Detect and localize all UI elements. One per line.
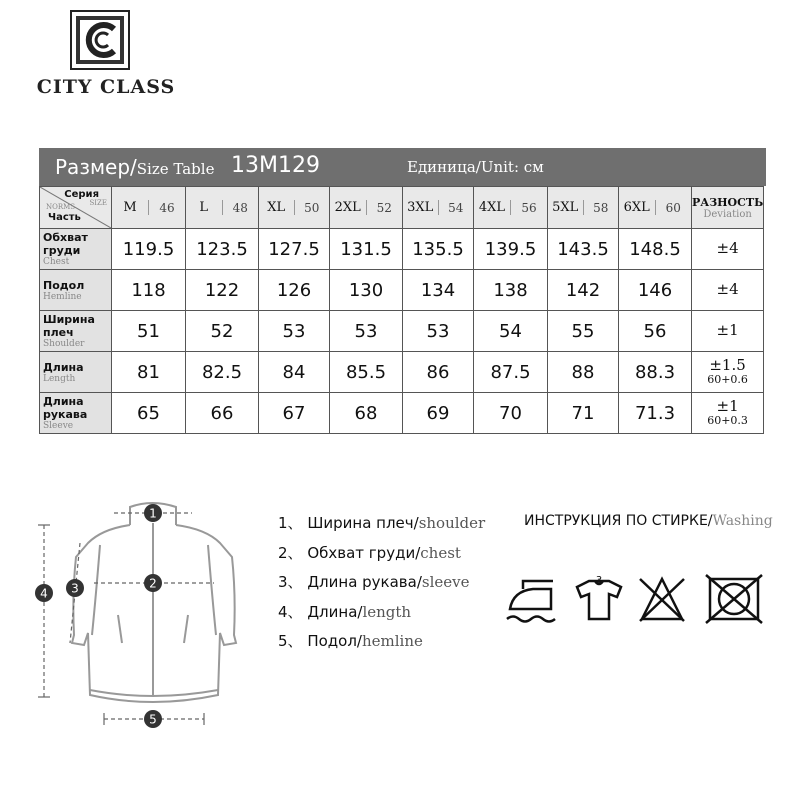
washing-title: ИНСТРУКЦИЯ ПО СТИРКЕ/Washing — [524, 513, 773, 529]
table-cell: 53 — [259, 311, 330, 352]
table-cell: 82.5 — [186, 352, 259, 393]
table-cell: 53 — [330, 311, 403, 352]
svg-text:3: 3 — [71, 581, 79, 596]
deviation-cell: ±4 — [692, 229, 764, 270]
table-cell: 131.5 — [330, 229, 403, 270]
legend-item: 5、 Подол/hemline — [278, 632, 423, 650]
size-header-cell: 4XL 56 — [474, 187, 548, 229]
row-label: Длина Length — [40, 352, 112, 393]
table-row — [40, 352, 764, 393]
svg-text:5: 5 — [149, 712, 157, 727]
washing-icons — [505, 573, 775, 628]
size-header-cell: 5XL 58 — [548, 187, 619, 229]
legend-item: 4、 Длина/length — [278, 602, 412, 621]
row-label: Обхват груди Chest — [40, 229, 112, 270]
table-cell: 88.3 — [619, 352, 692, 393]
table-cell: 51 — [112, 311, 186, 352]
table-cell: 139.5 — [474, 229, 548, 270]
corner-part: Часть — [48, 212, 81, 223]
city-class-logo — [70, 10, 130, 70]
size-table-title: Размер/Size Table — [55, 155, 215, 179]
table-cell: 122 — [186, 270, 259, 311]
svg-text:3: 3 — [595, 575, 603, 586]
iron-icon — [507, 581, 555, 622]
table-cell: 148.5 — [619, 229, 692, 270]
deviation-header: РАЗНОСТЬ Deviation — [692, 187, 764, 229]
table-cell: 138 — [474, 270, 548, 311]
no-bleach-icon — [640, 579, 684, 621]
table-cell: 68 — [330, 393, 403, 434]
svg-text:1: 1 — [149, 506, 157, 521]
row-label: Ширина плеч Shoulder — [40, 311, 112, 352]
marker-2 — [144, 574, 162, 592]
table-row — [40, 393, 764, 434]
marker-3 — [66, 579, 84, 597]
table-cell: 67 — [259, 393, 330, 434]
table-cell: 65 — [112, 393, 186, 434]
table-row — [40, 229, 764, 270]
size-header-cell: 2XL 52 — [330, 187, 403, 229]
marker-4 — [35, 584, 53, 602]
hand-wash-icon — [577, 575, 621, 619]
marker-5 — [144, 710, 162, 728]
table-cell: 53 — [403, 311, 474, 352]
table-cell: 134 — [403, 270, 474, 311]
table-corner — [40, 187, 112, 229]
table-cell: 143.5 — [548, 229, 619, 270]
table-cell: 71.3 — [619, 393, 692, 434]
no-tumble-dry-icon — [706, 575, 762, 623]
table-cell: 142 — [548, 270, 619, 311]
table-cell: 88 — [548, 352, 619, 393]
brand-name: CITY CLASS — [36, 76, 176, 98]
deviation-cell: ±1 — [692, 311, 764, 352]
model-code: 13M129 — [231, 153, 320, 178]
table-row — [40, 270, 764, 311]
marker-1 — [144, 504, 162, 522]
legend-item: 2、 Обхват груди/chest — [278, 543, 461, 562]
table-cell: 70 — [474, 393, 548, 434]
table-cell: 71 — [548, 393, 619, 434]
table-cell: 86 — [403, 352, 474, 393]
size-header-cell: M 46 — [112, 187, 186, 229]
size-header-cell: XL 50 — [259, 187, 330, 229]
table-cell: 119.5 — [112, 229, 186, 270]
table-cell: 84 — [259, 352, 330, 393]
table-row — [40, 311, 764, 352]
table-cell: 127.5 — [259, 229, 330, 270]
measurement-legend — [278, 512, 485, 660]
table-cell: 146 — [619, 270, 692, 311]
table-cell: 85.5 — [330, 352, 403, 393]
deviation-cell: ±1.5 60+0.6 — [692, 352, 764, 393]
table-cell: 56 — [619, 311, 692, 352]
size-header-cell: 3XL 54 — [403, 187, 474, 229]
legend-item: 1、 Ширина плеч/shoulder — [278, 514, 486, 532]
svg-text:2: 2 — [149, 576, 157, 591]
table-cell: 52 — [186, 311, 259, 352]
table-cell: 130 — [330, 270, 403, 311]
size-header-cell: L 48 — [186, 187, 259, 229]
size-table — [39, 186, 764, 434]
row-label: Длина рукава Sleeve — [40, 393, 112, 434]
corner-norms: NORMS — [46, 203, 76, 211]
corner-series: Серия — [64, 189, 99, 200]
deviation-cell: ±1 60+0.3 — [692, 393, 764, 434]
table-cell: 87.5 — [474, 352, 548, 393]
size-header-cell: 6XL 60 — [619, 187, 692, 229]
table-cell: 66 — [186, 393, 259, 434]
table-cell: 126 — [259, 270, 330, 311]
table-cell: 123.5 — [186, 229, 259, 270]
size-table-title-band — [39, 148, 766, 186]
table-cell: 135.5 — [403, 229, 474, 270]
table-cell: 55 — [548, 311, 619, 352]
jacket-measurement-diagram — [30, 495, 255, 740]
corner-size: SIZE — [89, 199, 107, 207]
table-cell: 69 — [403, 393, 474, 434]
unit-label: Единица/Unit: см — [407, 158, 544, 176]
size-header-row — [40, 187, 764, 229]
deviation-cell: ±4 — [692, 270, 764, 311]
table-cell: 118 — [112, 270, 186, 311]
table-cell: 81 — [112, 352, 186, 393]
table-cell: 54 — [474, 311, 548, 352]
svg-text:4: 4 — [40, 586, 48, 601]
legend-item: 3、 Длина рукава/sleeve — [278, 573, 470, 591]
row-label: Подол Hemline — [40, 270, 112, 311]
